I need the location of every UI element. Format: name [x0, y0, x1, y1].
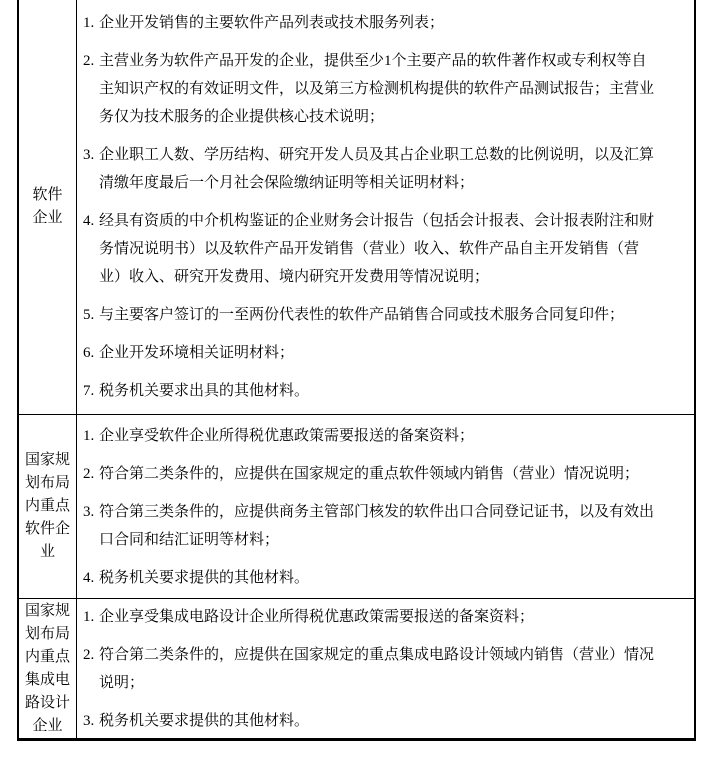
table-row: [19, 598, 694, 738]
requirement-item-number: 1.: [83, 15, 95, 31]
requirement-item: [83, 564, 654, 592]
requirement-item: [83, 301, 654, 329]
requirement-item-number: 3.: [83, 147, 95, 163]
category-label-line: 企业: [32, 210, 63, 226]
requirement-item-text: 符合第三类条件的，应提供商务主管部门核发的软件出口合同登记证书，以及有效出口合同和结汇证明等材料；: [99, 503, 655, 548]
category-label-line: 国家规: [24, 452, 70, 468]
category-label-line: 集成电: [24, 671, 70, 688]
requirements-table: [17, 0, 696, 741]
category-label-line: 业: [39, 544, 55, 560]
requirement-item-text: 税务机关要求提供的其他材料。: [99, 569, 310, 586]
requirement-item-number: 2.: [83, 465, 95, 482]
requirement-item-text: 企业享受集成电路设计企业所得税优惠政策需要报送的备案资料；: [99, 608, 535, 625]
requirement-item-number: 1.: [83, 608, 95, 625]
category-cell: [19, 0, 77, 414]
requirement-item-number: 4.: [83, 213, 95, 229]
requirement-item-text: 主营业务为软件产品开发的企业，提供至少1个主要产品的软件著作权或专利权等自主知识产权的有效证明文件，以及第三方检测机构提供的软件产品测试报告；主营业务仅为技术服务的企业提供核心技术说明；: [99, 53, 655, 125]
requirement-item-number: 4.: [83, 569, 95, 586]
requirement-item-text: 企业职工人数、学历结构、研究开发人员及其占企业职工总数的比例说明，以及汇算清缴年度最后一个月社会保险缴纳证明等相关证明材料；: [99, 147, 655, 191]
requirement-item-number: 3.: [83, 503, 95, 520]
category-label-line: 路设计: [24, 694, 70, 711]
category-cell: [19, 415, 77, 598]
table-row: [19, 414, 694, 598]
category-label-line: 内重点: [24, 648, 70, 665]
requirement-item-text: 经具有资质的中介机构鉴证的企业财务会计报告（包括会计报表、会计报表附注和财务情况说明书）以及软件产品开发销售（营业）收入、软件产品自主开发销售（营业）收入、研究开发费用、境内研究开发费用等情况说明；: [99, 213, 655, 285]
requirement-item-number: 2.: [83, 53, 95, 69]
requirement-item: [83, 9, 654, 37]
requirement-item-text: 符合第二类条件的，应提供在国家规定的重点集成电路设计领域内销售（营业）情况说明；: [99, 646, 655, 691]
requirement-item-text: 税务机关要求出具的其他材料。: [99, 383, 310, 399]
category-label-line: 划布局: [24, 625, 70, 642]
category-label-line: 划布局: [24, 475, 70, 491]
requirement-item-text: 企业开发环境相关证明材料；: [99, 345, 295, 361]
requirement-item-number: 5.: [83, 307, 95, 323]
table-row: [19, 0, 694, 414]
requirement-item-number: 1.: [83, 427, 95, 444]
category-label-line: 企业: [32, 717, 63, 734]
requirement-item-text: 企业开发销售的主要软件产品列表或技术服务列表；: [99, 15, 445, 31]
requirement-item-number: 7.: [83, 383, 95, 399]
requirement-item-text: 与主要客户签订的一至两份代表性的软件产品销售合同或技术服务合同复印件；: [99, 307, 625, 323]
requirement-item: [83, 141, 654, 197]
category-label-line: 软件: [32, 187, 63, 203]
requirement-item: [83, 460, 654, 488]
requirement-item: [83, 707, 654, 735]
requirements-cell: [77, 0, 694, 414]
requirement-item-text: 企业享受软件企业所得税优惠政策需要报送的备案资料；: [99, 427, 475, 444]
category-cell: [19, 599, 77, 738]
requirement-item-text: 税务机关要求提供的其他材料。: [99, 712, 310, 729]
requirement-item: [83, 339, 654, 367]
requirement-item: [83, 641, 654, 697]
requirements-cell: [77, 599, 694, 738]
requirement-item: [83, 207, 654, 291]
requirement-item-number: 3.: [83, 712, 95, 729]
requirements-cell: [77, 415, 694, 598]
category-label-line: 国家规: [24, 602, 70, 619]
requirement-item: [83, 377, 654, 405]
requirement-item: [83, 603, 654, 631]
requirement-item: [83, 422, 654, 450]
requirement-item: [83, 47, 654, 131]
requirement-item-number: 6.: [83, 345, 95, 361]
category-label-line: 内重点: [24, 498, 70, 514]
requirement-item-number: 2.: [83, 646, 95, 663]
requirement-item-text: 符合第二类条件的，应提供在国家规定的重点软件领域内销售（营业）情况说明；: [99, 465, 640, 482]
requirement-item: [83, 498, 654, 554]
category-label-line: 软件企: [24, 521, 70, 537]
